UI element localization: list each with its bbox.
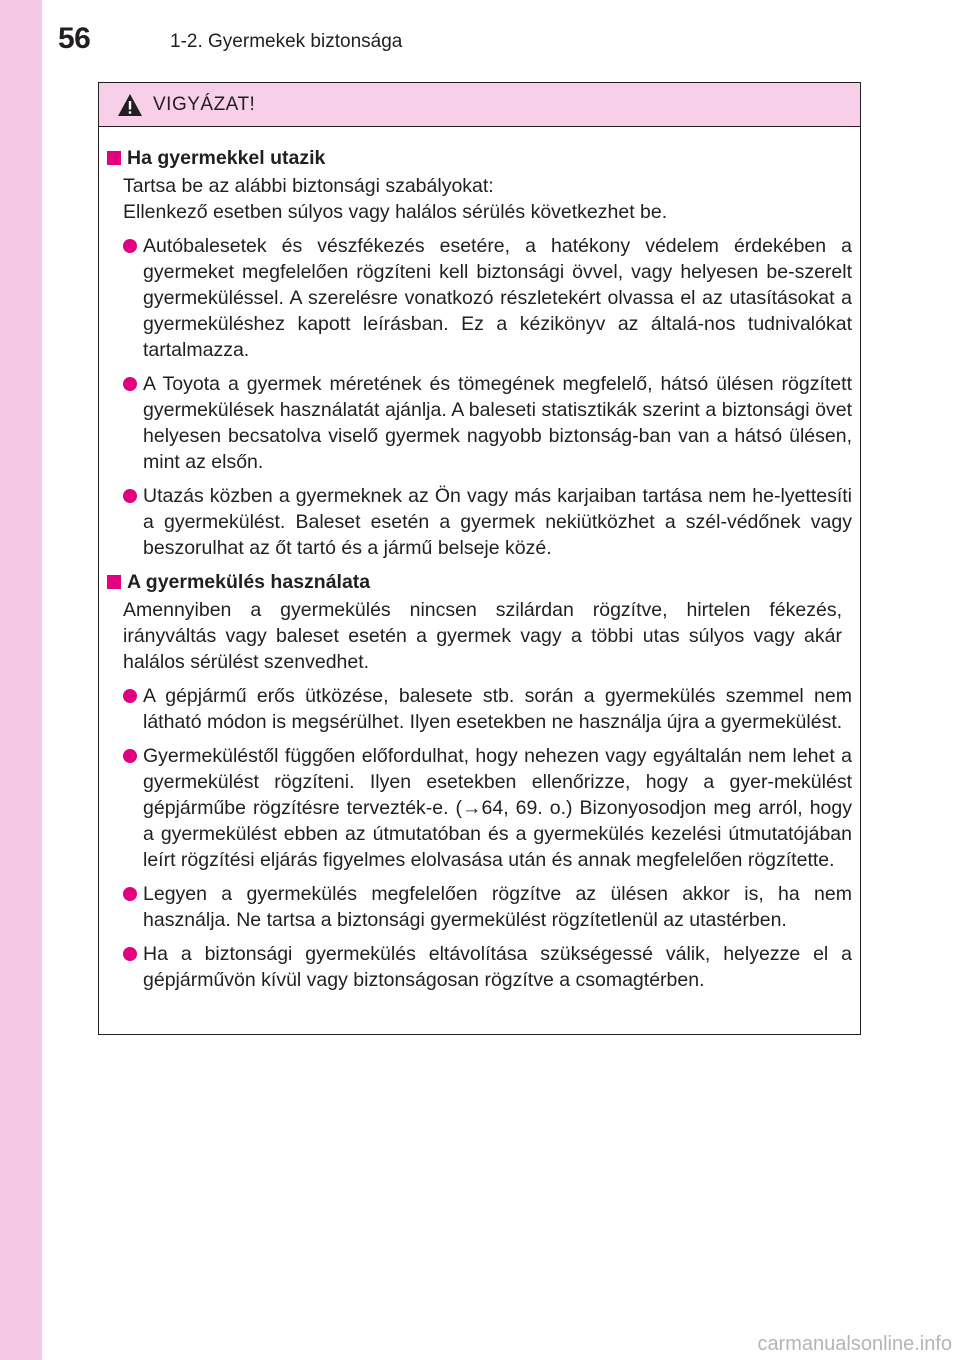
dot-bullet-icon: [123, 947, 137, 961]
section-intro: [107, 597, 852, 675]
section-heading: [107, 569, 852, 595]
list-item: [107, 483, 852, 561]
section-heading-text: Ha gyermekkel utazik: [127, 147, 326, 169]
list-item-text: Utazás közben a gyermeknek az Ön vagy más karjaiban tartása nem he-lyettesíti a gyermekülést. Baleset esetén a gyermek nekiütközhet a szél-védőnek vagy beszorulhat az őt tartó és a jármű belseje közé.: [143, 485, 852, 559]
list-item: [107, 881, 852, 933]
intro-line: Tartsa be az alábbi biztonsági szabályokat:: [123, 175, 494, 197]
list-item: [107, 941, 852, 993]
dot-bullet-icon: [123, 749, 137, 763]
list-item-text: Legyen a gyermekülés megfelelően rögzítve az ülésen akkor is, ha nem használja. Ne tartsa a biztonsági gyermekülést rögzítetlenül az utastérben.: [143, 883, 852, 931]
watermark: carmanualsonline.info: [757, 1333, 952, 1355]
list-item-text: Gyermeküléstől függően előfordulhat, hogy nehezen vagy egyáltalán nem lehet a gyermekülést rögzíteni. Ilyen esetekben ellenőrizze, hogy a gyer-mekülést gépjárműbe rögzítésre tervezték-e. (→64, 69. o.) Bizonyosodjon meg arról, hogy a gyermekülést ebben az útmutatóban és a gyermekülés kezelési útmutatójában leírt rögzítési eljárás figyelmes elolvasása után és annak megfelelően rögzítette.: [143, 745, 852, 871]
page-number: 56: [58, 22, 91, 55]
list-item: [107, 683, 852, 735]
section-title: 1-2. Gyermekek biztonsága: [170, 31, 403, 52]
list-item: [107, 233, 852, 363]
list-item: [107, 371, 852, 475]
dot-bullet-icon: [123, 689, 137, 703]
list-item: [107, 743, 852, 873]
list-item-text: Autóbalesetek és vészfékezés esetére, a hatékony védelem érdekében a gyermeket megfelelően rögzíteni kell biztonsági övvel, vagy helyesen be-szerelt gyermeküléssel. A szerelésre vonatkozó részletekért olvassa el az utasításokat a gyermeküléshez kapott leírásban. Ez a kézikönyv az általá-nos tudnivalókat tartalmazza.: [143, 235, 852, 361]
chapter-side-bar: [0, 0, 42, 1360]
warning-title: VIGYÁZAT!: [153, 93, 256, 115]
warning-body: [99, 127, 860, 993]
list-item-text: A gépjármű erős ütközése, balesete stb. során a gyermekülés szemmel nem látható módon is megsérülhet. Ilyen esetekben ne használja újra a gyermekülést.: [143, 685, 852, 733]
section-heading: [107, 145, 852, 171]
square-bullet-icon: [107, 151, 121, 165]
warning-triangle-icon: [117, 93, 143, 117]
warning-section: [107, 145, 852, 561]
dot-bullet-icon: [123, 887, 137, 901]
square-bullet-icon: [107, 575, 121, 589]
dot-bullet-icon: [123, 489, 137, 503]
list-item-text: A Toyota a gyermek méretének és tömegének megfelelő, hátsó ülésen rögzített gyermekülések használatát ajánlja. A baleseti statisztikák szerint a biztonsági övet helyesen becsatolva viselő gyermek nagyobb biztonság-ban van a hátsó ülésen, mint az elsőn.: [143, 373, 852, 473]
section-intro: [107, 173, 852, 225]
dot-bullet-icon: [123, 239, 137, 253]
intro-line: Ellenkező esetben súlyos vagy halálos sérülés következhet be.: [123, 201, 668, 223]
warning-section: [107, 569, 852, 993]
intro-line: Amennyiben a gyermekülés nincsen szilárdan rögzítve, hirtelen fékezés, irányváltás vagy baleset esetén a gyermek vagy a többi utas súlyos vagy akár halálos sérülést szenvedhet.: [123, 599, 842, 673]
warning-box: [98, 82, 861, 1035]
warning-header: [99, 83, 860, 127]
section-heading-text: A gyermekülés használata: [127, 571, 371, 593]
list-item-text: Ha a biztonsági gyermekülés eltávolítása szükségessé válik, helyezze el a gépjárművön kívül vagy biztonságosan rögzítve a csomagtérben.: [143, 943, 852, 991]
dot-bullet-icon: [123, 377, 137, 391]
